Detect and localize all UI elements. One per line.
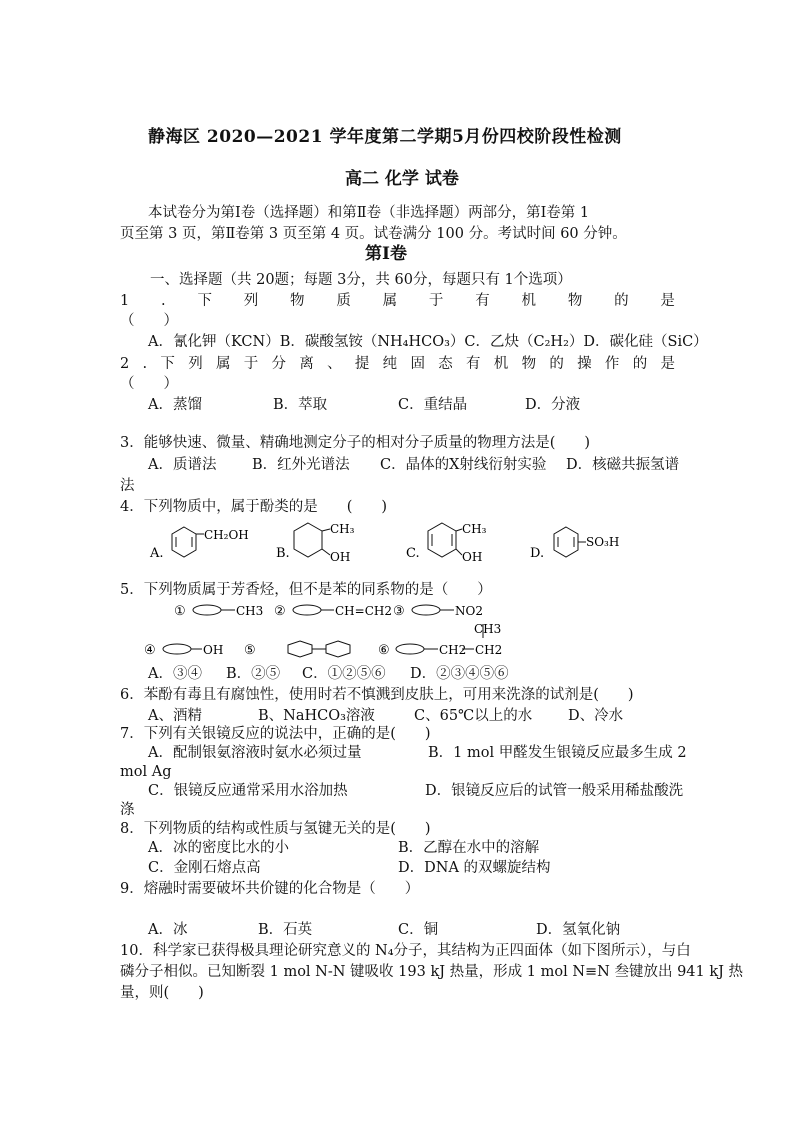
item-6-label: ⑥ [378, 643, 390, 658]
item-6-group-2: CH2 [475, 643, 503, 657]
intro-line-1: 本试卷分为第Ⅰ卷（选择题）和第Ⅱ卷（非选择题）两部分，第Ⅰ卷第 1 [148, 205, 590, 221]
question-7-option-c: C．银镜反应通常采用水浴加热 [148, 783, 348, 799]
stem-char: 离 [299, 356, 314, 372]
question-5-option-c: C．①②⑤⑥ [302, 666, 386, 682]
stem-char: 于 [243, 356, 259, 372]
stem-char: 的 [549, 356, 564, 372]
question-8-option-c: C．金刚石熔点高 [148, 860, 261, 876]
stem-char: 固 [410, 356, 425, 372]
question-2-option-a: A．蒸馏 [148, 397, 202, 413]
stem-char: 机 [521, 293, 537, 309]
question-3-option-d: D．核磁共振氢谱 [566, 457, 680, 473]
stem-char: 态 [438, 356, 453, 372]
stem-char: . [142, 356, 148, 372]
question-1-paren: （ ） [120, 313, 178, 329]
question-10-line-1: 10．科学家已获得极具理论研究意义的 N₄分子，其结构为正四面体（如下图所示），与白 [120, 943, 691, 959]
question-8-option-b: B．乙醇在水中的溶解 [398, 840, 540, 856]
question-2-paren: （ ） [120, 376, 178, 392]
option-c-group-1: CH₃ [462, 522, 487, 536]
item-6-group-3: CH3 [474, 622, 502, 636]
stem-char: 的 [632, 356, 648, 372]
item-3-group: NO2 [455, 604, 483, 618]
stem-char: 于 [428, 293, 444, 309]
question-7-option-b: B．1 mol 甲醛发生银镜反应最多生成 2 [428, 745, 687, 761]
question-1-options: A．氰化钾（KCN）B．碳酸氢铵（NH₄HCO₃）C．乙炔（C₂H₂）D．碳化硅（SiC） [148, 334, 708, 350]
question-9-stem: 9．熔融时需要破坏共价键的化合物是（ ） [120, 881, 420, 897]
stem-char: 的 [614, 293, 629, 309]
question-7-option-d-cont: 涤 [120, 802, 135, 818]
question-3-option-d-cont: 法 [120, 478, 135, 494]
stem-char: 有 [475, 293, 490, 309]
benzene-ring-icon [428, 523, 456, 557]
question-2-option-d: D．分液 [525, 397, 581, 413]
cyclohexane-ring-icon [294, 523, 322, 557]
stem-char: 属 [215, 356, 231, 372]
stem-char: 纯 [382, 356, 398, 372]
benzene-ring-icon [172, 527, 196, 557]
question-3-stem: 3．能够快速、微量、精确地测定分子的相对分子质量的物理方法是( ) [120, 435, 591, 451]
stem-char: 、 [327, 356, 342, 372]
stem-char: 提 [354, 356, 370, 372]
question-5-option-a: A．③④ [148, 666, 202, 682]
stem-char: 有 [466, 356, 481, 372]
option-a-label: A. [150, 546, 164, 561]
question-9-option-c: C．铜 [398, 922, 439, 938]
option-d-label: D. [530, 546, 545, 561]
question-10-line-3: 量，则( ) [120, 985, 204, 1001]
benzene-ring-icon [412, 605, 440, 615]
question-10-line-2: 磷分子相似。已知断裂 1 mol N-N 键吸收 193 kJ 热量，形成 1 mol N≡N 叁键放出 941 kJ 热 [120, 964, 744, 980]
option-b-group-1: CH₃ [330, 522, 355, 536]
question-2-option-b: B．萃取 [273, 397, 328, 413]
question-5-structures [140, 600, 700, 664]
item-5-label: ⑤ [244, 643, 256, 658]
question-5-stem: 5．下列物质属于芳香烃，但不是苯的同系物的是（ ） [120, 582, 492, 598]
stem-char: 操 [577, 356, 592, 372]
question-6-option-a: A、酒精 [148, 708, 202, 724]
benzene-ring-icon [193, 605, 221, 615]
option-a-group: CH₂OH [204, 528, 249, 542]
item-1-label: ① [174, 604, 186, 619]
question-6-option-d: D、冷水 [568, 708, 624, 724]
stem-char: 物 [290, 293, 305, 309]
question-2-option-c: C．重结晶 [398, 397, 468, 413]
question-3-option-a: A．质谱法 [148, 457, 217, 473]
option-c-group-2: OH [462, 550, 483, 564]
stem-char: 列 [188, 356, 203, 372]
question-3-option-b: B．红外光谱法 [252, 457, 350, 473]
item-1-group: CH3 [236, 604, 264, 618]
option-b-group-2: OH [330, 550, 351, 564]
stem-char: 列 [243, 293, 259, 309]
stem-char: 物 [567, 293, 583, 309]
section-title: 第Ⅰ卷 [365, 244, 407, 264]
stem-char: 质 [336, 293, 351, 309]
stem-char: 属 [382, 293, 398, 309]
stem-char: 是 [660, 356, 675, 372]
stem-char: 是 [660, 293, 675, 309]
stem-char: 机 [493, 356, 509, 372]
option-b-label: B. [276, 546, 290, 561]
question-9-option-d: D．氢氧化钠 [536, 922, 621, 938]
item-3-label: ③ [393, 604, 405, 619]
question-7-stem: 7．下列有关银镜反应的说法中，正确的是( ) [120, 726, 431, 742]
intro-line-2: 页至第 3 页，第Ⅱ卷第 3 页至第 4 页。试卷满分 100 分。考试时间 60 分钟。 [120, 226, 627, 242]
question-1-stem [120, 291, 675, 311]
stem-char: 分 [271, 356, 287, 372]
question-9-option-a: A．冰 [148, 922, 188, 938]
question-9-option-b: B．石英 [258, 922, 313, 938]
stem-char: . [161, 293, 166, 309]
question-8-option-a: A．冰的密度比水的小 [148, 840, 289, 856]
question-8-stem: 8．下列物质的结构或性质与氢键无关的是( ) [120, 821, 431, 837]
question-7-option-a: A．配制银氨溶液时氨水必须过量 [148, 745, 362, 761]
stem-char: 下 [160, 356, 175, 372]
question-5-option-d: D．②③④⑤⑥ [410, 666, 509, 682]
item-2-label: ② [274, 604, 286, 619]
exam-subtitle: 高二 化学 试卷 [345, 169, 459, 189]
stem-char: 物 [521, 356, 537, 372]
stem-char: 2 [120, 356, 130, 372]
question-6-option-c: C、65℃以上的水 [414, 708, 533, 724]
item-4-group: OH [203, 643, 224, 657]
stem-char: 作 [604, 356, 620, 372]
stem-char: 下 [197, 293, 212, 309]
question-6-option-b: B、NaHCO₃溶液 [258, 708, 375, 724]
question-5-option-b: B．②⑤ [226, 666, 281, 682]
item-2-group: CH=CH2 [335, 604, 392, 618]
biphenyl-icon [288, 641, 350, 657]
benzene-ring-icon [293, 605, 321, 615]
item-6-group-1: CH2 [439, 643, 467, 657]
item-4-label: ④ [144, 643, 156, 658]
option-c-label: C. [406, 546, 420, 561]
benzene-ring-icon [163, 644, 191, 654]
question-4-structures [140, 517, 700, 577]
question-8-option-d: D．DNA 的双螺旋结构 [398, 860, 551, 876]
question-7-option-b-cont: mol Ag [120, 764, 172, 780]
option-d-group: SO₃H [586, 535, 620, 549]
question-7-option-d: D．银镜反应后的试管一般采用稀盐酸洗 [425, 783, 684, 799]
question-2-stem [120, 354, 675, 374]
part-heading: 一、选择题（共 20题；每题 3分，共 60分，每题只有 1个选项） [150, 272, 572, 288]
stem-char: 1 [120, 293, 130, 309]
question-6-stem: 6．苯酚有毒且有腐蚀性，使用时若不慎溅到皮肤上，可用来洗涤的试剂是( ) [120, 687, 634, 703]
benzene-ring-icon [554, 527, 578, 557]
question-4-stem: 4．下列物质中，属于酚类的是 ( ) [120, 499, 388, 515]
benzene-ring-icon [396, 644, 424, 654]
question-3-option-c: C．晶体的X射线衍射实验 [380, 457, 547, 473]
exam-title: 静海区 2020—2021 学年度第二学期5月份四校阶段性检测 [148, 127, 622, 147]
